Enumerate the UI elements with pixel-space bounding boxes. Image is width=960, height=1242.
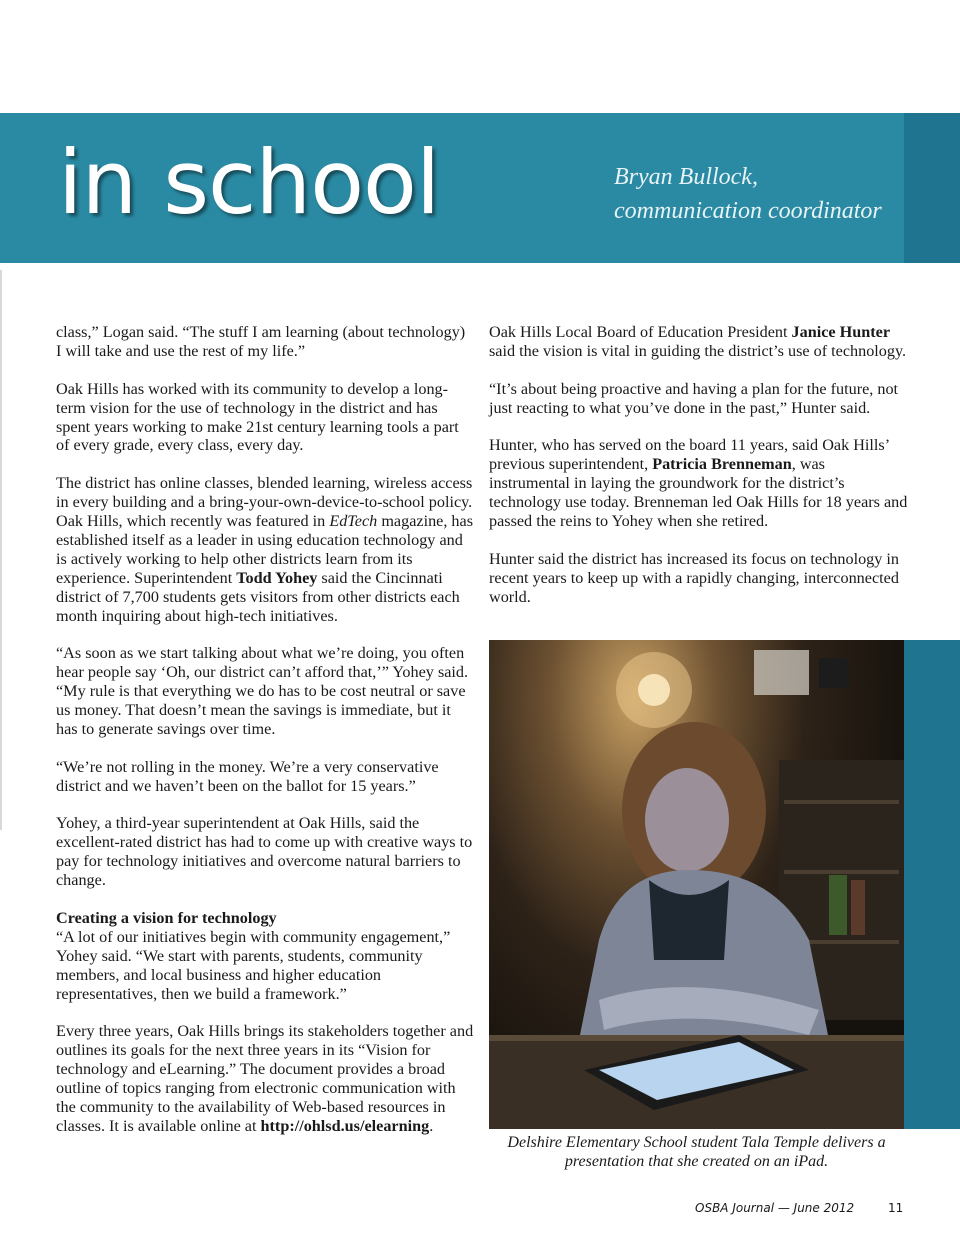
paragraph: Oak Hills Local Board of Education President Janice Hunter said the vision is vital in guiding the district’s use of technology. (489, 323, 907, 360)
section-title: in school (58, 131, 440, 234)
side-color-tab (904, 640, 960, 1129)
byline-role: communication coordinator (614, 198, 882, 224)
person-name: Todd Yohey (236, 568, 318, 587)
paragraph: “As soon as we start talking about what we’re doing, you often hear people say ‘Oh, our district can’t afford that,’” Yohey said. “My rule is that everything we do has to be cost neutral or save us money. That doesn’t mean the savings is immediate, but it has to generate savings over time. (56, 644, 469, 738)
paragraph: Every three years, Oak Hills brings its stakeholders together and outlines its goals for the next three years in its “Vision for technology and eLearning.” The document provides a broad outline of topics ranging from electronic communication with the community to the availability of Web-based resources in classes. It is available online at http://ohlsd.us/elearning. (56, 1022, 474, 1135)
paragraph: Hunter, who has served on the board 11 years, said Oak Hills’ previous superintendent, Patricia Brenneman, was instrumental in laying the groundwork for the district’s technology use today. Brenneman led Oak Hills for 18 years and passed the reins to Yohey when she retired. (489, 436, 908, 531)
photo-illustration (489, 640, 904, 1129)
paragraph: class,” Logan said. “The stuff I am learning (about technology) I will take and use the rest of my life.” (56, 323, 466, 360)
page-number: 11 (888, 1201, 904, 1215)
url-link[interactable]: http://ohlsd.us/elearning (260, 1116, 430, 1135)
footer-journal: OSBA Journal — June 2012 (695, 1201, 855, 1215)
person-name: Janice Hunter (791, 323, 891, 341)
paragraph: Hunter said the district has increased its focus on technology in recent years to keep up with a rapidly changing, interconnected world. (489, 549, 899, 606)
paragraph: “We’re not rolling in the money. We’re a very conservative district and we haven’t been on the ballot for 15 years.” (56, 757, 439, 795)
right-column (489, 323, 909, 625)
person-name: Patricia Brenneman (652, 455, 792, 474)
paragraph: Oak Hills has worked with its community to develop a long-term vision for the use of technology in the district and has spent years working to make 21st century learning tools a part of every grade, every class, every day. (56, 379, 459, 455)
paragraph: Yohey, a third-year superintendent at Oak Hills, said the excellent-rated district has had to come up with creative ways to pay for technology initiatives and overcome natural barriers to change. (56, 814, 473, 890)
photo-caption: Delshire Elementary School student Tala Temple delivers a presentation that she created on an iPad. (507, 1134, 886, 1170)
byline (614, 160, 894, 228)
paragraph: “It’s about being proactive and having a plan for the future, not just reacting to what you’ve done in the past,” Hunter said. (489, 379, 899, 417)
banner-edge-tab (904, 113, 960, 263)
subheading: Creating a vision for technology (56, 909, 277, 927)
left-margin-rule (0, 270, 2, 830)
byline-name: Bryan Bullock, (614, 164, 758, 190)
magazine-name: EdTech (329, 512, 378, 531)
paragraph: The district has online classes, blended learning, wireless access in every building and a bring-your-own-device-to-school policy. Oak Hills, which recently was featured in EdTech magazine, has established itself as a leader in using education technology and is actively working to help other districts learn from its experience. Superintendent Todd Yohey said the Cincinnati district of 7,700 students gets visitors from other districts each month inquiring about high-tech initiatives. (56, 474, 474, 625)
left-column (56, 323, 474, 1155)
paragraph: “A lot of our initiatives begin with community engagement,” Yohey said. “We start with parents, students, community members, and local business and higher education representatives, then we build a framework.” (56, 927, 451, 1003)
student-ipad-photo (489, 640, 904, 1129)
